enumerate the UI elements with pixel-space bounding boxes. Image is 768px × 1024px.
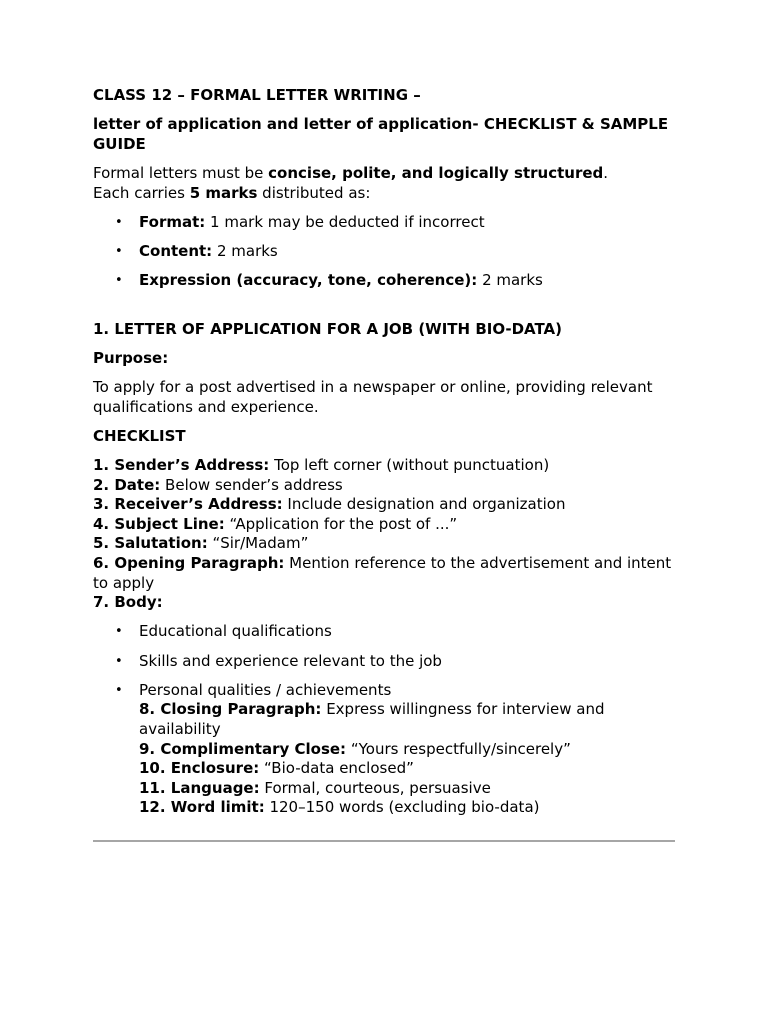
item-text: Below sender’s address — [160, 475, 343, 494]
checklist-item — [93, 534, 683, 554]
item-text: Include designation and organization — [282, 495, 566, 514]
item-text: Express willingness for interview and availability — [139, 700, 605, 738]
item-label: 2. Date: — [93, 475, 161, 494]
item-label: 3. Receiver’s Address: — [93, 495, 283, 514]
item-text: “Sir/Madam” — [207, 534, 309, 553]
intro-text-end: . — [603, 163, 609, 182]
item-text: “Bio-data enclosed” — [259, 759, 414, 778]
checklist-label: CHECKLIST — [93, 426, 186, 445]
item-text: Top left corner (without punctuation) — [269, 456, 550, 475]
intro-paragraph — [93, 164, 683, 203]
purpose-text: To apply for a post advertised in a newspaper or online, providing relevant qualifications and experience. — [93, 378, 653, 416]
item-text: “Yours respectfully/sincerely” — [346, 739, 571, 758]
marks-label: Format: — [139, 212, 206, 231]
item-label: 6. Opening Paragraph: — [93, 554, 285, 573]
body-points-list — [93, 622, 683, 818]
list-item — [139, 271, 683, 291]
checklist-item — [93, 495, 683, 515]
marks-text: 2 marks — [477, 271, 543, 290]
intro-line2-end: distributed as: — [257, 183, 371, 202]
item-label: 1. Sender’s Address: — [93, 456, 270, 475]
item-label: 8. Closing Paragraph: — [139, 700, 322, 719]
checklist-items — [93, 456, 683, 613]
list-item — [139, 681, 683, 818]
intro-emphasis: concise, polite, and logically structured — [268, 163, 604, 182]
marks-text: 2 marks — [212, 241, 278, 260]
checklist-item — [93, 515, 683, 535]
document-body — [93, 86, 683, 818]
item-label: 9. Complimentary Close: — [139, 739, 347, 758]
marks-text: 1 mark may be deducted if incorrect — [205, 212, 485, 231]
marks-label: Expression (accuracy, tone, coherence): — [139, 271, 478, 290]
checklist-item — [93, 476, 683, 496]
item-text: Formal, courteous, persuasive — [259, 778, 491, 797]
document-subtitle: letter of application and letter of application- CHECKLIST & SAMPLE GUIDE — [93, 115, 669, 153]
intro-line2-emphasis: 5 marks — [189, 183, 258, 202]
intro-line2-text: Each carries — [93, 183, 190, 202]
section-heading: 1. LETTER OF APPLICATION FOR A JOB (WITH BIO-DATA) — [93, 319, 563, 338]
list-item: • Skills and experience relevant to the job — [139, 652, 683, 672]
item-label: 5. Salutation: — [93, 534, 208, 553]
body-point-text: Personal qualities / achievements — [139, 680, 392, 699]
intro-text: Formal letters must be — [93, 163, 269, 182]
checklist-item — [93, 593, 683, 613]
item-text: 120–150 words (excluding bio-data) — [264, 798, 540, 817]
item-label: 7. Body: — [93, 593, 163, 612]
item-label: 4. Subject Line: — [93, 514, 225, 533]
marks-label: Content: — [139, 241, 213, 260]
list-item — [139, 213, 683, 233]
list-item: • Educational qualifications — [139, 622, 683, 642]
item-label: 11. Language: — [139, 778, 260, 797]
checklist-item — [93, 456, 683, 476]
checklist-item — [93, 554, 683, 593]
marks-list — [93, 213, 683, 291]
item-label: 12. Word limit: — [139, 798, 265, 817]
list-item — [139, 242, 683, 262]
item-text: “Application for the post of ...” — [224, 514, 458, 533]
item-text: Mention reference to the advertisement and intent to apply — [93, 554, 672, 592]
horizontal-divider — [93, 840, 675, 842]
purpose-label: Purpose: — [93, 348, 169, 367]
item-label: 10. Enclosure: — [139, 759, 260, 778]
document-title: CLASS 12 – FORMAL LETTER WRITING – — [93, 86, 421, 104]
